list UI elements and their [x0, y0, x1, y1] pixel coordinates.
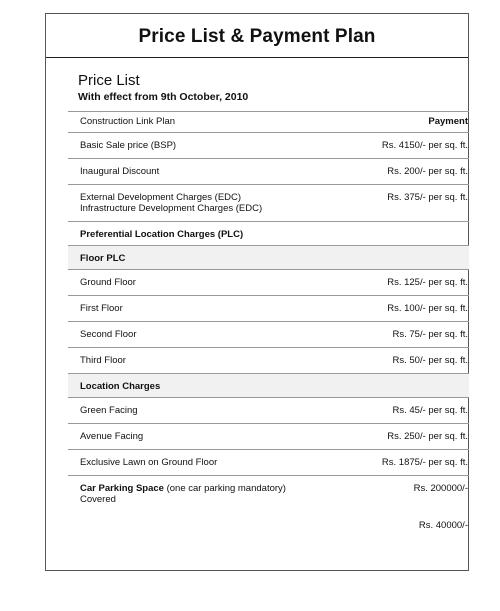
floor-value: Rs. 100/- per sq. ft.	[387, 303, 468, 314]
floor-label: First Floor	[80, 303, 123, 314]
bsp-label: Basic Sale price (BSP)	[80, 140, 177, 151]
plc-section-row	[68, 222, 469, 246]
idc-label-line: Infrastructure Development Charges (EDC)	[80, 203, 263, 214]
floor-plc-section-row	[68, 246, 469, 270]
effective-date: With effect from 9th October, 2010	[78, 91, 249, 103]
price-table	[68, 111, 469, 534]
table-row	[68, 185, 469, 222]
edc-value: Rs. 375/- per sq. ft.	[387, 192, 468, 203]
parking-label-note: (one car parking mandatory)	[163, 483, 286, 494]
parking-row	[68, 476, 469, 534]
location-value: Rs. 1875/- per sq. ft.	[381, 457, 468, 468]
location-label: Avenue Facing	[80, 431, 144, 442]
discount-label: Inaugural Discount	[80, 166, 160, 177]
price-list-page	[45, 13, 469, 571]
plc-heading: Preferential Location Charges (PLC)	[80, 229, 244, 240]
location-label: Green Facing	[80, 405, 138, 416]
table-row	[68, 159, 469, 185]
table-row	[68, 322, 469, 348]
payment-column-header: Payment	[428, 116, 468, 127]
location-charges-heading: Location Charges	[80, 381, 161, 392]
table-row	[68, 296, 469, 322]
floor-plc-heading: Floor PLC	[80, 253, 126, 264]
edc-label-line: External Development Charges (EDC)	[80, 192, 242, 203]
parking-covered-label: Covered	[80, 494, 116, 505]
table-header-row	[68, 111, 469, 133]
discount-value: Rs. 200/- per sq. ft.	[387, 166, 468, 177]
page-title: Price List & Payment Plan	[138, 26, 376, 47]
title-divider	[46, 57, 468, 58]
edc-label	[80, 192, 262, 214]
table-row	[68, 450, 469, 476]
parking-covered-value: Rs. 40000/-	[418, 520, 468, 531]
table-row	[68, 348, 469, 374]
table-row	[68, 133, 469, 159]
floor-value: Rs. 125/- per sq. ft.	[387, 277, 468, 288]
price-list-heading: Price List	[78, 72, 140, 89]
location-label: Exclusive Lawn on Ground Floor	[80, 457, 218, 468]
bsp-value: Rs. 4150/- per sq. ft.	[381, 140, 468, 151]
floor-label: Third Floor	[80, 355, 126, 366]
floor-label: Ground Floor	[80, 277, 136, 288]
table-row	[68, 424, 469, 450]
floor-label: Second Floor	[80, 329, 137, 340]
parking-label	[80, 483, 286, 505]
table-row	[68, 398, 469, 424]
location-value: Rs. 45/- per sq. ft.	[392, 405, 468, 416]
plan-column-header: Construction Link Plan	[80, 116, 176, 127]
location-charges-section-row	[68, 374, 469, 398]
floor-value: Rs. 75/- per sq. ft.	[392, 329, 468, 340]
table-row	[68, 270, 469, 296]
floor-value: Rs. 50/- per sq. ft.	[392, 355, 468, 366]
parking-value: Rs. 200000/-	[413, 483, 468, 494]
parking-label-bold: Car Parking Space	[80, 483, 164, 494]
location-value: Rs. 250/- per sq. ft.	[387, 431, 468, 442]
